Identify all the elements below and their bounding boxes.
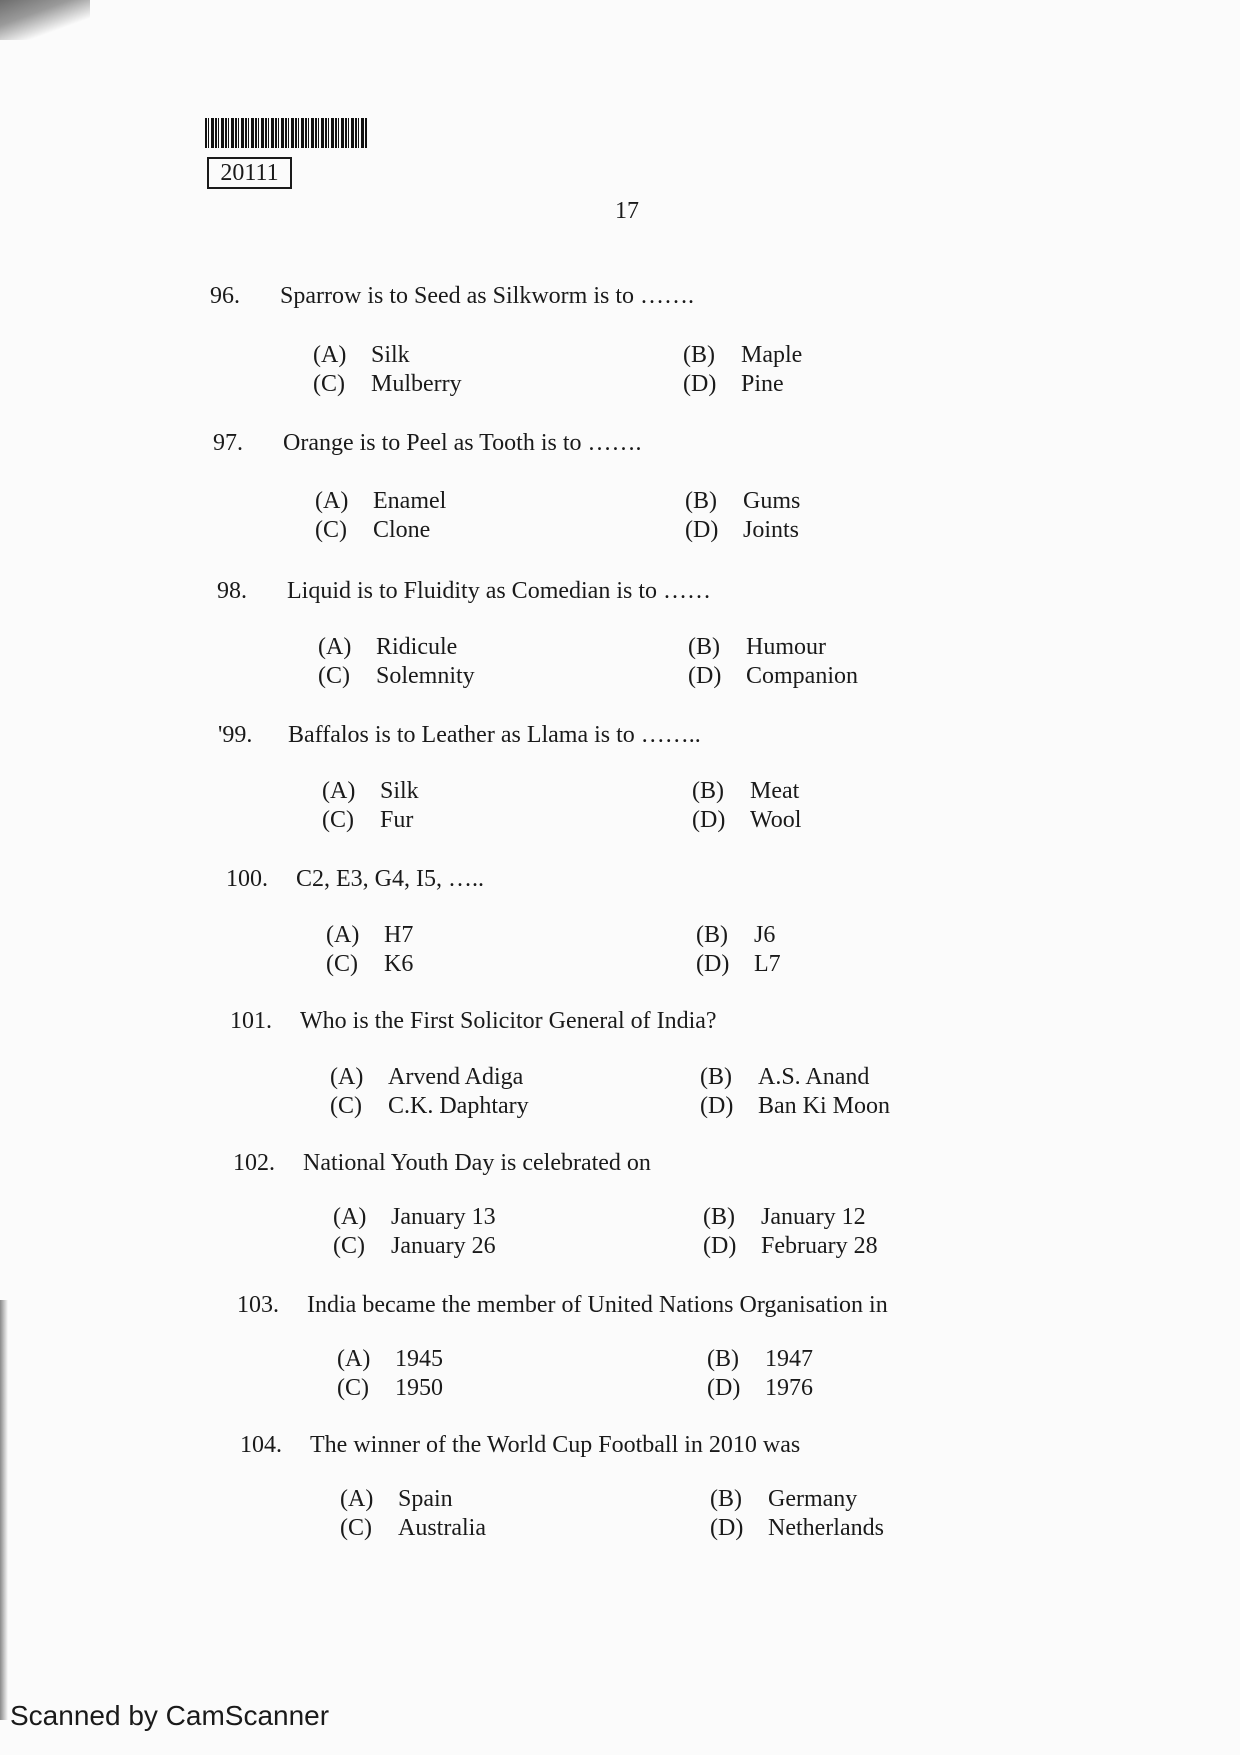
question-text: Who is the First Solicitor General of India? xyxy=(300,1008,717,1034)
option-text: Silk xyxy=(380,778,419,804)
option-text: 1950 xyxy=(395,1375,443,1401)
question-100 xyxy=(226,866,484,893)
option-b xyxy=(700,1064,920,1091)
question-101 xyxy=(230,1008,717,1035)
option-text: Humour xyxy=(746,634,826,660)
question-number: '99. xyxy=(218,722,253,748)
option-letter: (C) xyxy=(340,1515,372,1541)
question-text: Baffalos is to Leather as Llama is to …….. xyxy=(288,722,701,748)
question-103 xyxy=(237,1292,888,1319)
option-text: January 12 xyxy=(761,1204,866,1230)
option-text: Ridicule xyxy=(376,634,458,660)
question-number: 103. xyxy=(237,1292,279,1318)
question-number: 104. xyxy=(240,1432,282,1458)
option-letter: (D) xyxy=(683,371,717,397)
option-letter: (D) xyxy=(710,1515,744,1541)
question-text: Liquid is to Fluidity as Comedian is to …… xyxy=(287,578,712,604)
option-d xyxy=(688,663,908,690)
option-b xyxy=(692,778,912,805)
option-letter: (C) xyxy=(315,517,347,543)
option-c xyxy=(322,807,692,834)
question-number: 96. xyxy=(210,283,240,309)
question-97 xyxy=(213,430,642,457)
question-number: 97. xyxy=(213,430,243,456)
option-a xyxy=(315,488,685,515)
option-letter: (C) xyxy=(333,1233,365,1259)
option-a xyxy=(322,778,692,805)
option-letter: (A) xyxy=(326,922,360,948)
option-a xyxy=(340,1486,710,1513)
option-text: Spain xyxy=(398,1486,453,1512)
question-number: 101. xyxy=(230,1008,272,1034)
question-number: 102. xyxy=(233,1150,275,1176)
option-letter: (C) xyxy=(330,1093,362,1119)
page-edge-shadow xyxy=(0,1300,8,1720)
option-d xyxy=(700,1093,920,1120)
scanner-watermark: Scanned by CamScanner xyxy=(10,1700,330,1731)
option-text: January 13 xyxy=(391,1204,496,1230)
option-text: Maple xyxy=(741,342,803,368)
option-text: Enamel xyxy=(373,488,447,514)
option-c xyxy=(326,951,696,978)
option-c xyxy=(333,1233,703,1260)
option-text: H7 xyxy=(384,922,414,948)
question-number: 100. xyxy=(226,866,268,892)
option-letter: (D) xyxy=(685,517,719,543)
option-text: 1976 xyxy=(765,1375,813,1401)
option-text: Mulberry xyxy=(371,371,462,397)
option-text: January 26 xyxy=(391,1233,496,1259)
question-102 xyxy=(233,1150,651,1177)
option-letter: (D) xyxy=(703,1233,737,1259)
option-text: Netherlands xyxy=(768,1515,884,1541)
options-97 xyxy=(315,488,905,544)
option-letter: (D) xyxy=(688,663,722,689)
option-d xyxy=(710,1515,930,1542)
option-text: Pine xyxy=(741,371,784,397)
option-text: Companion xyxy=(746,663,858,689)
option-d xyxy=(703,1233,923,1260)
options-104 xyxy=(340,1486,930,1542)
options-101 xyxy=(330,1064,920,1120)
question-98 xyxy=(217,578,711,605)
option-letter: (A) xyxy=(315,488,349,514)
option-d xyxy=(696,951,916,978)
option-letter: (D) xyxy=(700,1093,734,1119)
option-text: Silk xyxy=(371,342,410,368)
option-c xyxy=(315,517,685,544)
option-letter: (B) xyxy=(710,1486,742,1512)
option-letter: (B) xyxy=(685,488,717,514)
options-102 xyxy=(333,1204,923,1260)
option-text: Clone xyxy=(373,517,431,543)
option-b xyxy=(707,1346,927,1373)
option-letter: (C) xyxy=(322,807,354,833)
option-letter: (D) xyxy=(692,807,726,833)
option-c xyxy=(340,1515,710,1542)
option-letter: (A) xyxy=(340,1486,374,1512)
option-letter: (B) xyxy=(688,634,720,660)
option-letter: (A) xyxy=(333,1204,367,1230)
option-text: Germany xyxy=(768,1486,858,1512)
question-96 xyxy=(210,283,694,310)
option-text: February 28 xyxy=(761,1233,878,1259)
options-100 xyxy=(326,922,916,978)
option-d xyxy=(692,807,912,834)
option-c xyxy=(313,371,683,398)
option-letter: (D) xyxy=(707,1375,741,1401)
option-text: Arvend Adiga xyxy=(388,1064,524,1090)
options-98 xyxy=(318,634,908,690)
option-a xyxy=(333,1204,703,1231)
option-b xyxy=(710,1486,930,1513)
option-text: Ban Ki Moon xyxy=(758,1093,890,1119)
option-a xyxy=(318,634,688,661)
question-text: Orange is to Peel as Tooth is to ……. xyxy=(283,430,642,456)
option-letter: (A) xyxy=(330,1064,364,1090)
option-letter: (B) xyxy=(703,1204,735,1230)
question-text: Sparrow is to Seed as Silkworm is to ……. xyxy=(280,283,694,309)
option-text: Solemnity xyxy=(376,663,475,689)
option-a xyxy=(326,922,696,949)
option-d xyxy=(683,371,903,398)
option-text: Wool xyxy=(750,807,802,833)
option-c xyxy=(330,1093,700,1120)
option-letter: (B) xyxy=(692,778,724,804)
option-c xyxy=(318,663,688,690)
question-99 xyxy=(218,722,701,749)
option-text: L7 xyxy=(754,951,781,977)
option-letter: (A) xyxy=(337,1346,371,1372)
option-letter: (A) xyxy=(322,778,356,804)
option-a xyxy=(330,1064,700,1091)
question-104 xyxy=(240,1432,800,1459)
option-text: 1947 xyxy=(765,1346,813,1372)
option-text: C.K. Daphtary xyxy=(388,1093,529,1119)
options-96 xyxy=(313,342,903,398)
option-letter: (B) xyxy=(683,342,715,368)
question-text: The winner of the World Cup Football in 2010 was xyxy=(310,1432,801,1458)
option-a xyxy=(313,342,683,369)
option-a xyxy=(337,1346,707,1373)
option-letter: (C) xyxy=(337,1375,369,1401)
page-corner-shadow xyxy=(0,0,90,40)
barcode xyxy=(205,118,367,148)
option-letter: (C) xyxy=(326,951,358,977)
option-b xyxy=(703,1204,923,1231)
option-letter: (B) xyxy=(707,1346,739,1372)
options-103 xyxy=(337,1346,927,1402)
option-letter: (B) xyxy=(696,922,728,948)
option-letter: (D) xyxy=(696,951,730,977)
question-text: National Youth Day is celebrated on xyxy=(303,1150,651,1176)
option-text: Gums xyxy=(743,488,801,514)
options-99 xyxy=(322,778,912,834)
option-b xyxy=(688,634,908,661)
page-number: 17 xyxy=(615,198,639,224)
option-d xyxy=(707,1375,927,1402)
option-letter: (C) xyxy=(313,371,345,397)
option-d xyxy=(685,517,905,544)
question-text: India became the member of United Nations Organisation in xyxy=(307,1292,888,1318)
option-text: 1945 xyxy=(395,1346,443,1372)
option-b xyxy=(683,342,903,369)
option-c xyxy=(337,1375,707,1402)
option-letter: (B) xyxy=(700,1064,732,1090)
option-text: J6 xyxy=(754,922,776,948)
question-number: 98. xyxy=(217,578,247,604)
paper-code: 20111 xyxy=(207,157,292,189)
option-b xyxy=(696,922,916,949)
option-text: K6 xyxy=(384,951,414,977)
option-letter: (C) xyxy=(318,663,350,689)
option-letter: (A) xyxy=(313,342,347,368)
option-text: A.S. Anand xyxy=(758,1064,870,1090)
option-text: Australia xyxy=(398,1515,486,1541)
option-text: Joints xyxy=(743,517,800,543)
option-text: Fur xyxy=(380,807,414,833)
option-b xyxy=(685,488,905,515)
option-text: Meat xyxy=(750,778,800,804)
question-text: C2, E3, G4, I5, ….. xyxy=(296,866,484,892)
option-letter: (A) xyxy=(318,634,352,660)
